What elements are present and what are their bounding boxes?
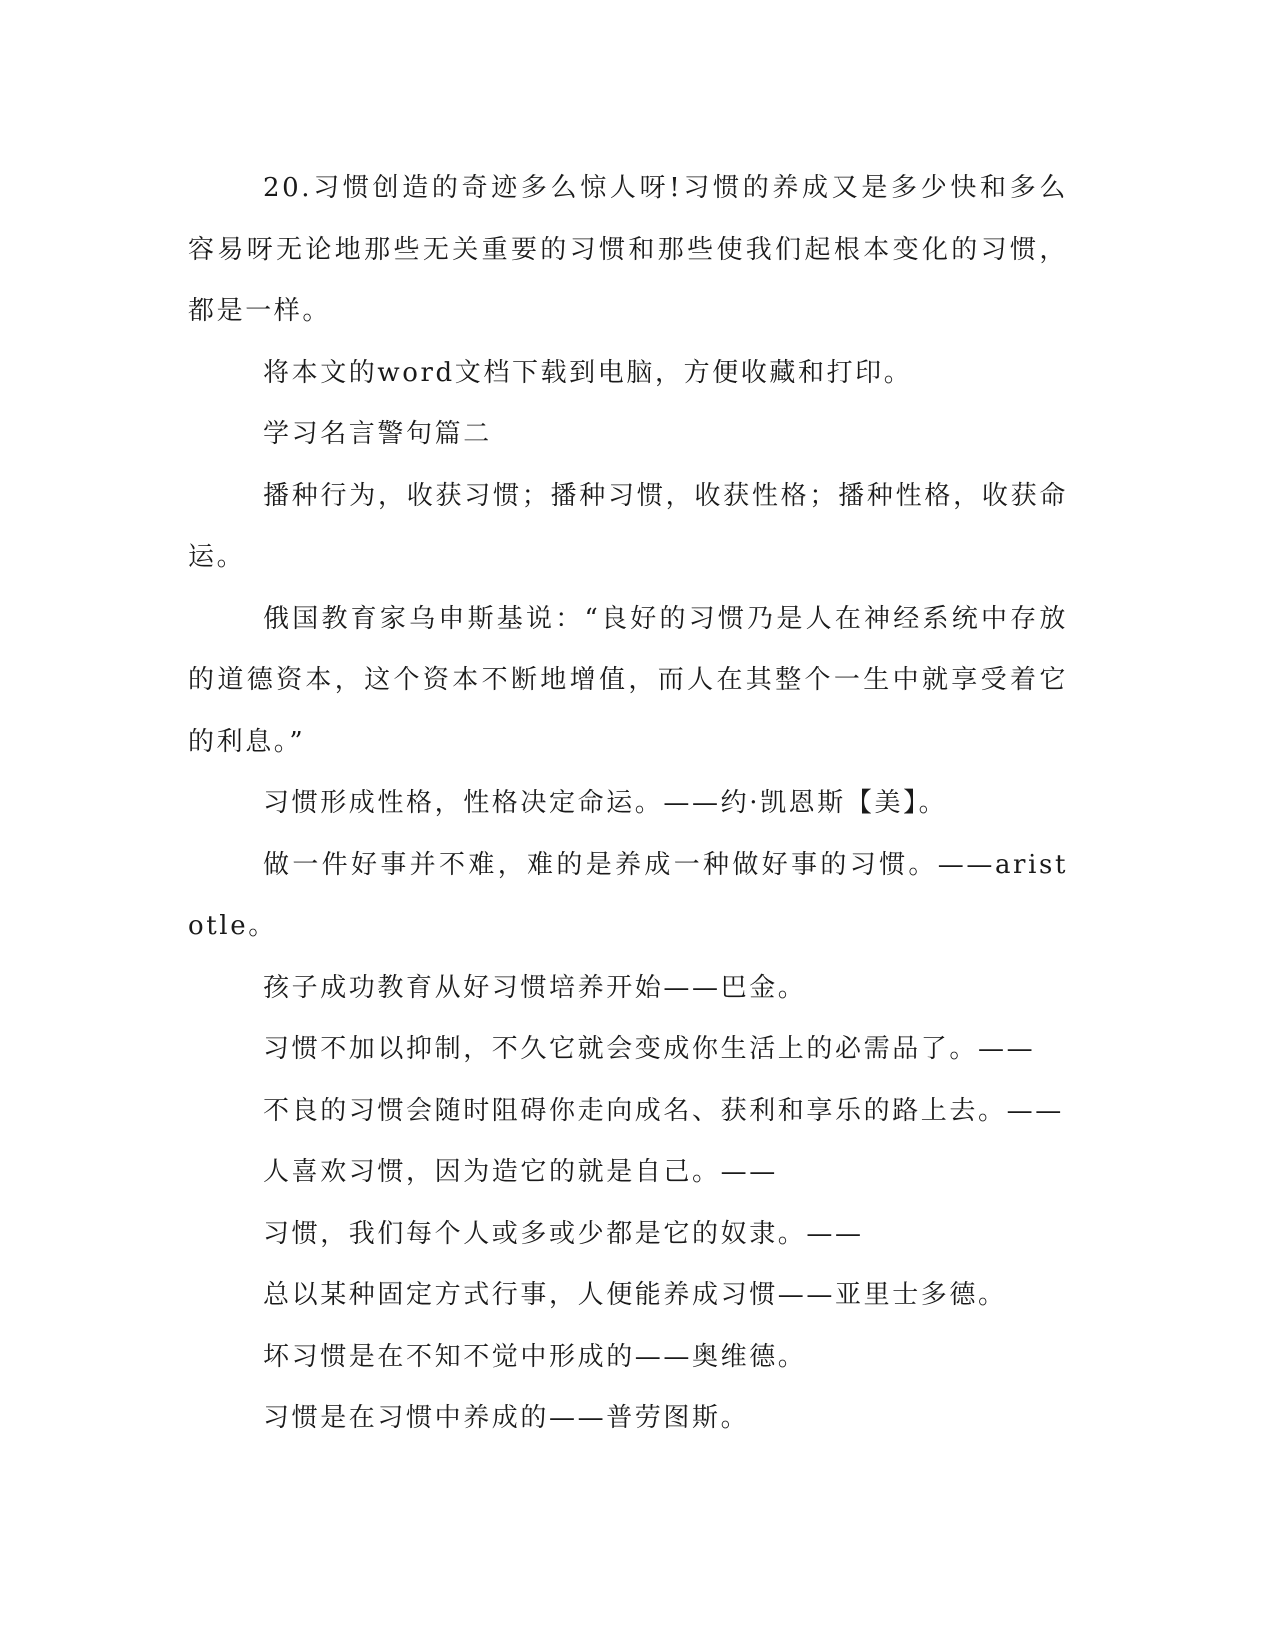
quote-bajin: 孩子成功教育从好习惯培养开始——巴金。 [263, 972, 807, 1003]
quote-keynes: 习惯形成性格，性格决定命运。——约·凯恩斯【美】。 [263, 788, 948, 818]
quote-ovid: 坏习惯是在不知不觉中形成的——奥维德。 [263, 1341, 807, 1372]
paragraph-download-note: 将本文的word文档下载到电脑，方便收藏和打印。 [263, 357, 913, 388]
document-body [188, 158, 1068, 1450]
paragraph-ushinsky-quote: 俄国教育家乌申斯基说：“良好的习惯乃是人在神经系统中存放的道德资本，这个资本不断地增值，而人在其整个一生中就享受着它的利息。” [188, 603, 1068, 757]
paragraph-habit-miracle: 20.习惯创造的奇迹多么惊人呀!习惯的养成又是多少快和多么容易呀无论地那些无关重要的习惯和那些使我们起根本变化的习惯，都是一样。 [188, 173, 1068, 326]
quote-people-like-habit: 人喜欢习惯，因为造它的就是自己。—— [263, 1157, 778, 1187]
quote-slaves-of-habit: 习惯，我们每个人或多或少都是它的奴隶。—— [263, 1218, 864, 1249]
quote-aristotle: 做一件好事并不难，难的是养成一种做好事的习惯。——aristotle。 [188, 849, 1068, 941]
quote-bad-habit: 不良的习惯会随时阻碍你走向成名、获利和享乐的路上去。—— [263, 1095, 1064, 1126]
section-heading: 学习名言警句篇二 [263, 419, 492, 449]
quote-aristotle-fixed-way: 总以某种固定方式行事，人便能养成习惯——亚里士多德。 [263, 1280, 1007, 1310]
quote-restrain-habit: 习惯不加以抑制，不久它就会变成你生活上的必需品了。—— [263, 1034, 1036, 1064]
quote-plautus: 习惯是在习惯中养成的——普劳图斯。 [263, 1403, 750, 1433]
paragraph-sow-action: 播种行为，收获习惯；播种习惯，收获性格；播种性格，收获命运。 [188, 480, 1068, 572]
